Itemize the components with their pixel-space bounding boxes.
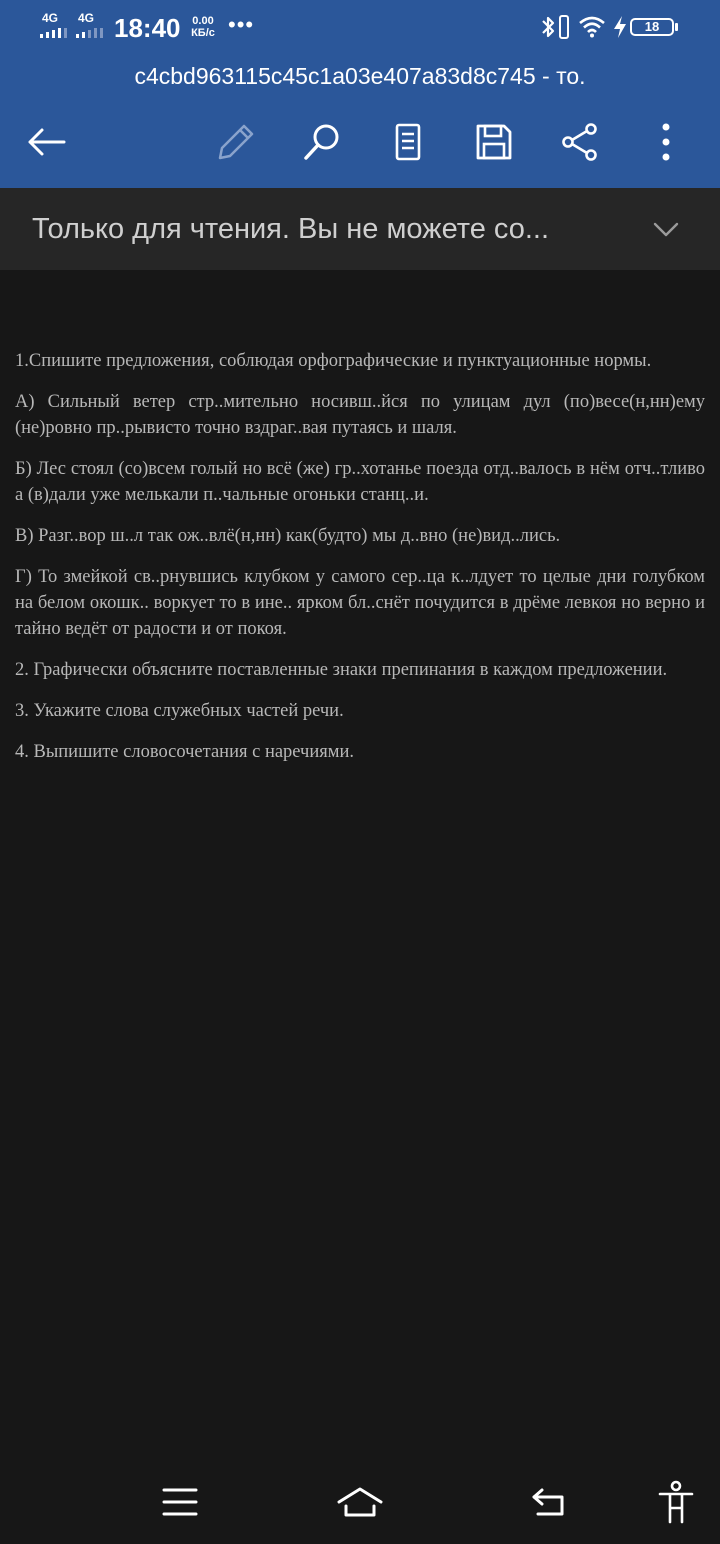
share-icon (560, 122, 600, 162)
battery-icon (630, 18, 674, 36)
paragraph-sentence-b: Б) Лес стоял (со)всем голый но всё (же) гр..хотанье поезда отд..валось в нём отч..тливо а (в)дали уже мелькали п..чальные огоньки станц..и. (15, 459, 705, 505)
paragraph-task-3: 3. Укажите слова служебных частей речи. (15, 701, 344, 721)
document-title: c4cbd963115c45c1a03e407a83d8c745 - то. (134, 63, 586, 89)
save-button[interactable] (470, 118, 518, 166)
chevron-down-icon[interactable] (650, 214, 682, 246)
status-bar (0, 0, 720, 56)
paragraph-sentence-a: А) Сильный ветер стр..мительно носивш..йся по улицам дул (по)весе(н,нн)ему (не)ровно пр..рывисто точно вздраг..вая путаясь и шаля. (15, 392, 705, 438)
network-type-1: 4G (42, 11, 59, 25)
paragraph-sentence-g: Г) То змейкой св..рнувшись клубком у самого сер..ца к..лдует то целые дни голубком на белом окошк.. воркует то в ине.. ярком бл..снёт почудится в дрёме левкоя но верно и тайно ведёт от радости и от покоя. (15, 567, 705, 639)
back-arrow-icon (26, 126, 66, 158)
signal-strength-2 (76, 12, 110, 40)
network-speed-value: 0.00 (192, 15, 214, 27)
paragraph-sentence-v: В) Разг..вор ш..л так ож..влё(н,нн) как(будто) мы д..вно (не)вид..лись. (15, 526, 561, 546)
more-notifications-icon: ••• (228, 12, 255, 37)
read-only-banner[interactable] (0, 188, 720, 270)
menu-icon (162, 1487, 198, 1517)
reading-view-button[interactable] (384, 118, 432, 166)
reading-view-icon (393, 122, 423, 162)
signal-strength-1 (40, 12, 74, 40)
network-type-2: 4G (78, 11, 95, 25)
search-button[interactable] (298, 118, 346, 166)
edit-pencil-icon (216, 122, 256, 162)
network-speed-unit: КБ/с (191, 27, 215, 39)
system-navigation-bar (0, 1460, 720, 1544)
back-nav-button[interactable] (524, 1478, 572, 1526)
paragraph-task-2: 2. Графически объясните поставленные знаки препинания в каждом предложении. (15, 660, 668, 680)
battery-cap (675, 23, 678, 31)
app-toolbar (0, 56, 720, 188)
bluetooth-icon (540, 14, 556, 40)
paragraph-task-1: 1.Спишите предложения, соблюдая орфографические и пунктуационные нормы. (15, 351, 652, 371)
document-body (15, 348, 705, 780)
more-vertical-icon (660, 122, 672, 162)
save-icon (474, 122, 514, 162)
search-icon (302, 122, 342, 162)
network-speed (188, 15, 218, 39)
home-icon (336, 1485, 384, 1519)
more-options-button[interactable] (642, 118, 690, 166)
accessibility-icon (656, 1480, 696, 1524)
battery-level: 18 (644, 19, 660, 34)
charging-icon (612, 15, 628, 39)
clock: 18:40 (114, 13, 181, 43)
read-only-message: Только для чтения. Вы не можете со... (32, 213, 550, 245)
recent-apps-button[interactable] (156, 1478, 204, 1526)
back-button[interactable] (22, 118, 70, 166)
back-icon (528, 1486, 568, 1518)
home-button[interactable] (336, 1478, 384, 1526)
edit-button[interactable] (212, 118, 260, 166)
wifi-icon (578, 16, 606, 38)
paragraph-task-4: 4. Выпишите словосочетания с наречиями. (15, 742, 354, 762)
accessibility-button[interactable] (652, 1478, 700, 1526)
phone-icon (558, 14, 570, 40)
share-button[interactable] (556, 118, 604, 166)
